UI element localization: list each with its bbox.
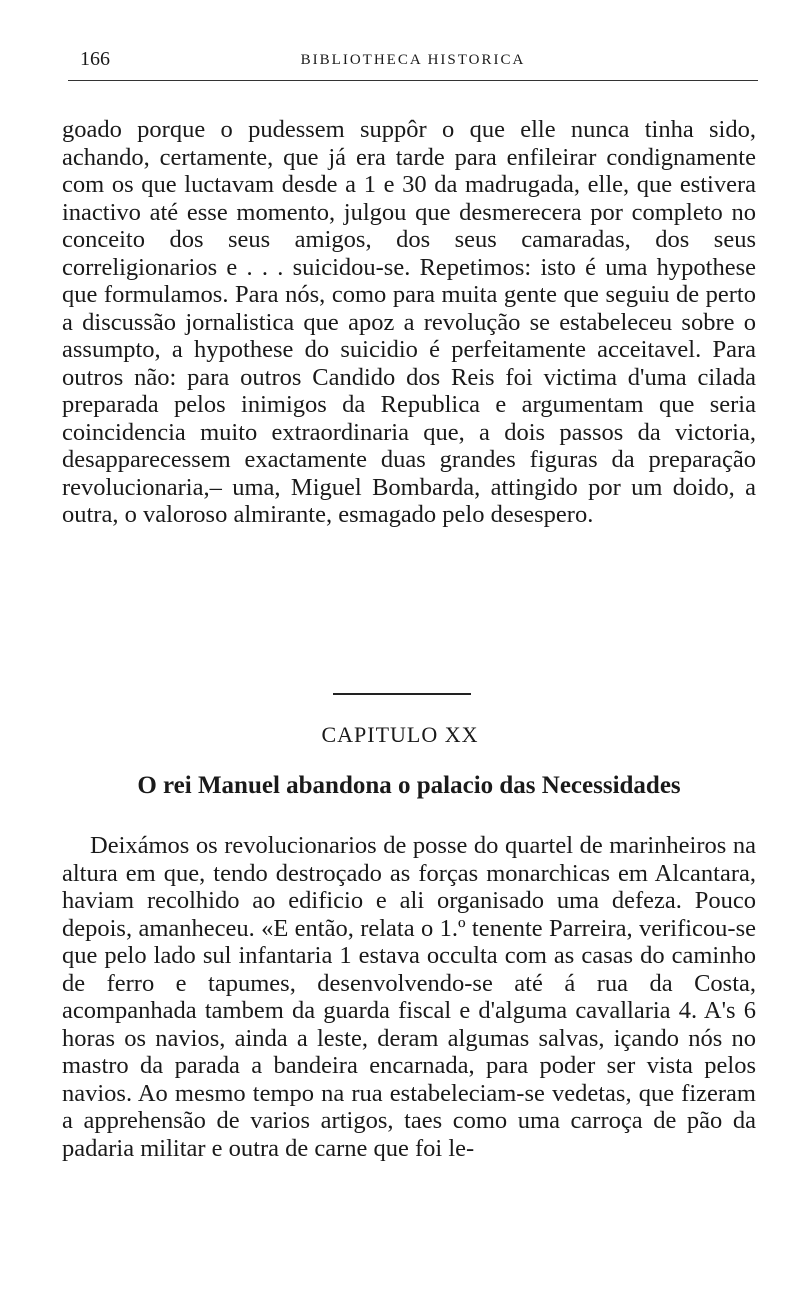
running-title: BIBLIOTHECA HISTORICA — [300, 52, 526, 68]
paragraph-continued: goado porque o pudessem suppôr o que elle nunca tinha sido, achando, certamente, que já era tarde para enfileirar condignamente com os que luctavam desde a 1 e 30 da madrugada, elle, que estivera inactivo até esse momento, julgou que desmerecera por completo no conceito dos seus amigos, dos seus camaradas, dos seus correligionarios e . . . suicidou-se. Repetimos: isto é uma hypothese que formulamos. Para nós, como para muita gente que seguiu de perto a discussão jornalistica que apoz a revolução se estabeleceu sobre o assumpto, a hypothese do suicidio é perfeitamente acceitavel. Para outros não: para outros Candido dos Reis foi victima d'uma cilada preparada pelos inimigos da Republica e argumentam que seria coincidencia muito extraordinaria que, a dois passos da victoria, desapparecessem exactamente duas grandes figuras da preparação revolucionaria,– uma, Miguel Bombarda, attingido por um doido, a outra, o valoroso almirante, esmagado pelo desespero. — [62, 116, 756, 528]
chapter-paragraph: Deixámos os revolucionarios de posse do quartel de marinheiros na altura em que, tendo destroçado as forças monarchicas em Alcantara, haviam recolhido ao edificio e ali organisado uma defeza. Pouco depois, amanheceu. «E então, relata o 1.º tenente Parreira, verificou-se que pelo lado sul infantaria 1 estava occulta com as casas do caminho de ferro e tapumes, desenvolvendo-se até á rua da Costa, acompanhada tambem da guarda fiscal e d'alguma cavallaria 4. A's 6 horas os navios, ainda a leste, deram algumas salvas, içando nós no mastro da parada a bandeira encarnada, para poder ser vista pelos navios. Ao mesmo tempo na rua estabeleciam-se vedetas, que fizeram a apprehensão de varios artigos, taes como uma carroça de pão da padaria militar e outra de carne que foi le- — [62, 832, 756, 1162]
page-number: 166 — [80, 48, 110, 70]
section-divider — [333, 693, 471, 695]
chapter-label: CAPITULO XX — [321, 722, 479, 747]
chapter-title: O rei Manuel abandona o palacio das Necessidades — [137, 772, 681, 799]
running-head — [68, 44, 758, 74]
header-rule — [68, 80, 758, 81]
